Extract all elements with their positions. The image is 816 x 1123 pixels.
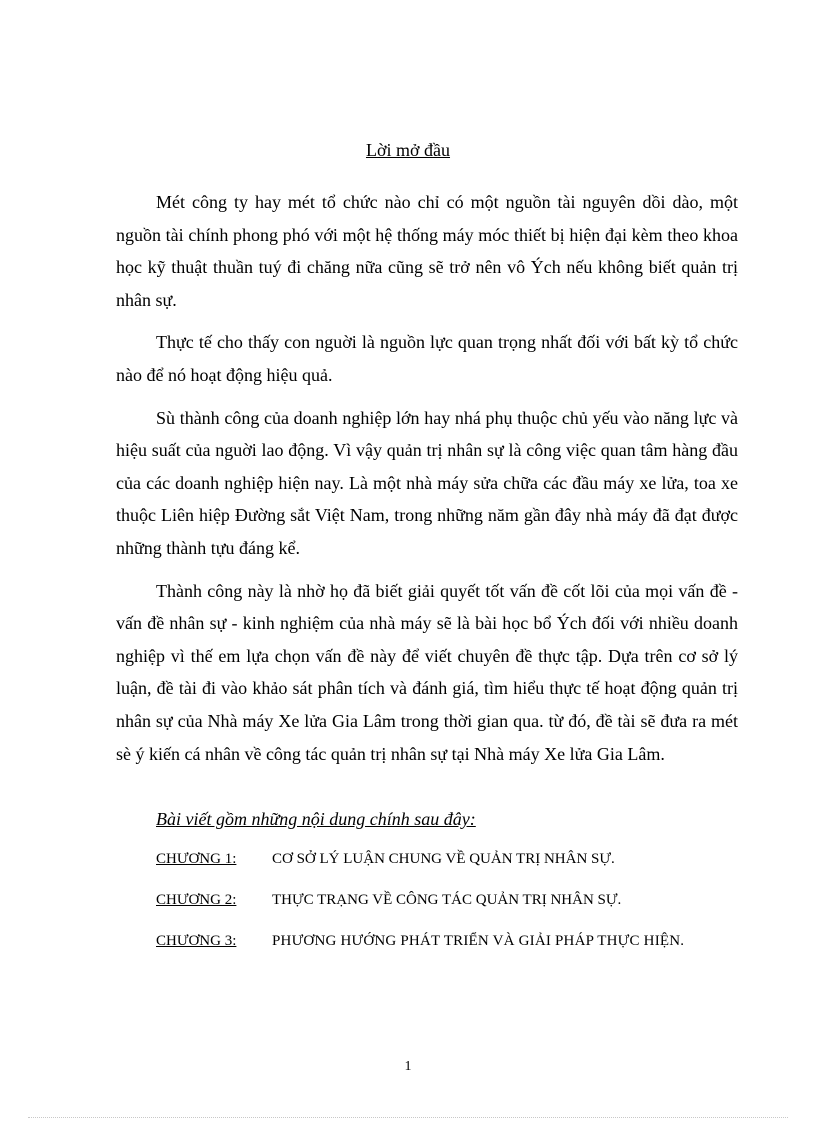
chapter-title: THỰC TRẠNG VỀ CÔNG TÁC QUẢN TRỊ NHÂN SỰ. bbox=[272, 892, 622, 908]
chapter-item bbox=[156, 928, 738, 955]
page-title-text: Lời mở đầu bbox=[365, 140, 451, 160]
page-title bbox=[0, 140, 816, 161]
chapter-label: CHƯƠNG 2: bbox=[156, 892, 237, 908]
chapter-label: CHƯƠNG 3: bbox=[156, 933, 237, 949]
paragraph: Mét công ty hay mét tổ chức nào chỉ có một nguồn tài nguyên dồi dào, một nguồn tài chính phong phó với một hệ thống máy móc thiết bị hiện đại kèm theo khoa học kỹ thuật thuần tuý đi chăng nữa cũng sẽ trở nên vô Ých nếu không biết quản trị nhân sự. bbox=[116, 192, 738, 310]
chapter-title: CƠ SỞ LÝ LUẬN CHUNG VỀ QUẢN TRỊ NHÂN SỰ. bbox=[272, 851, 615, 867]
contents-intro: Bài viết gồm những nội dung chính sau đây: bbox=[156, 809, 476, 829]
chapter-title: PHƯƠNG HƯỚNG PHÁT TRIỂN VÀ GIẢI PHÁP THỰC HIỆN. bbox=[272, 933, 685, 949]
page-number: 1 bbox=[404, 1059, 412, 1074]
chapter-item bbox=[156, 846, 738, 873]
chapter-list bbox=[156, 846, 738, 969]
body-text bbox=[116, 186, 738, 780]
chapter-label: CHƯƠNG 1: bbox=[156, 851, 237, 867]
paragraph: Thành công này là nhờ họ đã biết giải quyết tốt vấn đề cốt lõi của mọi vấn đề - vấn đề nhân sự - kinh nghiệm của nhà máy sẽ là bài học bổ Ých đối với nhiều doanh nghiệp vì thế em lựa chọn vấn đề này để viết chuyên đề thực tập. Dựa trên cơ sở lý luận, đề tài đi vào khảo sát phân tích và đánh giá, tìm hiểu thực tế hoạt động quản trị nhân sự của Nhà máy Xe lửa Gia Lâm trong thời gian qua. từ đó, đề tài sẽ đưa ra mét sè ý kiến cá nhân về công tác quản trị nhân sự tại Nhà máy Xe lửa Gia Lâm. bbox=[116, 580, 738, 764]
chapter-item bbox=[156, 887, 738, 914]
paragraph: Thực tế cho thấy con nguời là nguồn lực quan trọng nhất đối với bất kỳ tổ chức nào để nó hoạt động hiệu quả. bbox=[116, 332, 738, 385]
footer-divider bbox=[28, 1117, 788, 1118]
paragraph: Sù thành công của doanh nghiệp lớn hay nhá phụ thuộc chủ yếu vào năng lực và hiệu suất của nguời lao động. Vì vậy quản trị nhân sự là công việc quan tâm hàng đầu của các doanh nghiệp hiện nay. Là một nhà máy sửa chữa các đầu máy xe lửa, toa xe thuộc Liên hiệp Đường sắt Việt Nam, trong những năm gần đây nhà máy đã đạt được những thành tựu đáng kể. bbox=[116, 407, 738, 558]
